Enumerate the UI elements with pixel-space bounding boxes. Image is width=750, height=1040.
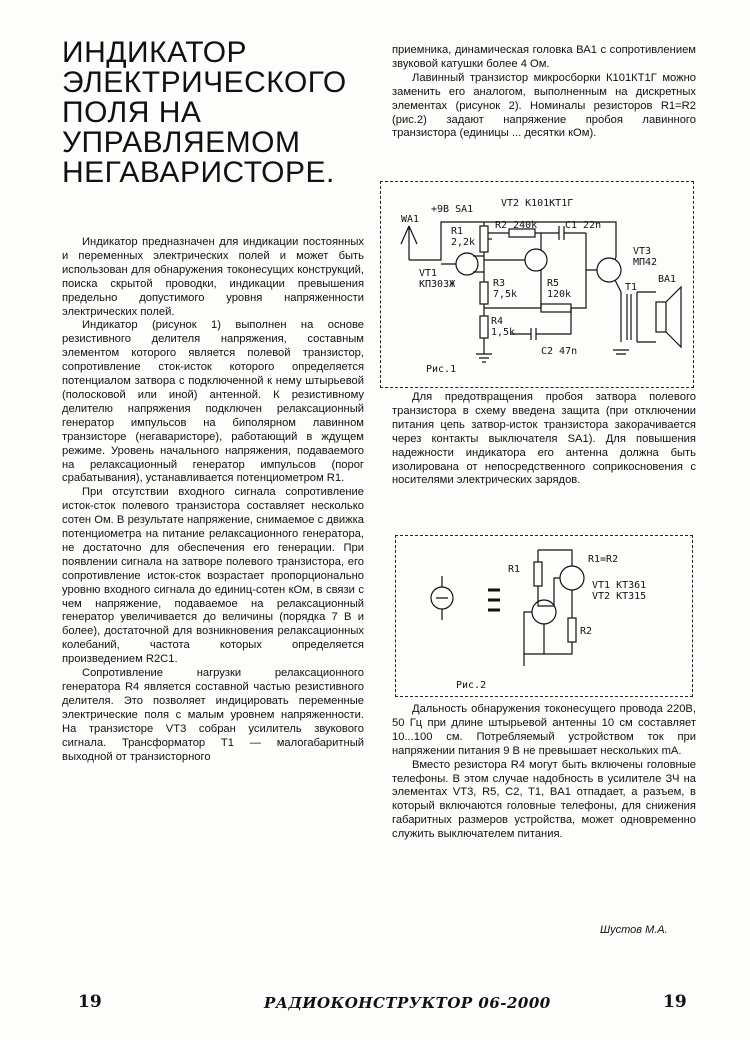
label-vt3-type: МП42 xyxy=(633,257,658,268)
paragraph: Индикатор предназначен для индикации постоянных и переменных электрических полей и может быть использован для обнаружения токонесущих конструкций, поиска скрытой проводки, индикации превышения предельно допустимого уровня напряженности электрических полей. xyxy=(62,236,364,318)
label-vt3: VT3 xyxy=(633,246,652,257)
figure-1-svg xyxy=(381,182,693,387)
label-r5: R5 xyxy=(547,278,560,289)
figure-1-labels xyxy=(401,198,676,375)
label-supply: +9В SA1 xyxy=(431,204,474,215)
label-r3-value: 7,5k xyxy=(493,289,518,300)
label-vt1-type: КП303Ж xyxy=(419,279,456,290)
label-r3: R3 xyxy=(493,278,506,289)
label-ba1: BA1 xyxy=(658,274,677,285)
page-number-right: 19 xyxy=(663,992,687,1012)
paragraph: приемника, динамическая головка ВА1 с сопротивлением звуковой катушки более 4 Ом. xyxy=(392,44,696,70)
label-r1: R1 xyxy=(508,564,521,575)
right-column-bottom xyxy=(392,703,696,842)
paragraph: Лавинный транзистор микросборки К101КТ1Г можно заменить его аналогом, выполненным на дискретных элементах (рисунок 2). Номиналы резисторов R1=R2 (рис.2) задают напряжение пробоя лавинного транзистора (единицы ... десятки кОм). xyxy=(392,71,696,140)
label-r2: R2 240k xyxy=(495,220,538,231)
author: Шустов М.А. xyxy=(600,924,668,936)
left-column xyxy=(62,236,364,764)
label-vt1: VT1 КТ361 xyxy=(592,580,647,591)
journal-title: РАДИОКОНСТРУКТОР 06-2000 xyxy=(264,994,551,1012)
figure-1-schematic xyxy=(380,181,694,388)
label-r1: R1 xyxy=(451,226,464,237)
paragraph: Сопротивление нагрузки релаксационного генератора R4 является составной частью резистивного делителя. Это позволяет индицировать переменные электрические поля с малым уровнем напряженности. На транзисторе VT3 собран усилитель звукового сигнала. Трансформатор Т1 — малогабаритный выходной от транзисторного xyxy=(62,667,364,763)
label-r2: R2 xyxy=(580,626,593,637)
label-eq: R1=R2 xyxy=(588,554,619,565)
figure-2-svg xyxy=(396,536,692,696)
paragraph: Вместо резистора R4 могут быть включены головные телефоны. В этом случае надобность в усилителе ЗЧ на элементах VT3, R5, C2, T1, BA1 отпадает, а разъем, в который включаются головные телефоны, для снижения габаритных размеров устройства, может одновременно служить выключателем питания. xyxy=(392,758,696,841)
paragraph: Индикатор (рисунок 1) выполнен на основе резистивного делителя напряжения, составным элементом которого является полевой транзистор, сопротивление сток-исток которого определяется потенциалом затвора с подключенной к нему штырьевой (полосковой или иной) антенной. К резистивному делителю напряжения подключен релаксационный генератор импульсов на биполярном лавинном транзисторе (негаваристоре), работающий в ждущем режиме. Уровень начального напряжения, подаваемого на релаксационный генератор импульсов (порог срабатывания), устанавливается потенциометром R1. xyxy=(62,319,364,485)
label-t1: T1 xyxy=(625,282,638,293)
figure-1-caption: Рис.1 xyxy=(426,364,457,375)
label-r5-value: 120k xyxy=(547,289,572,300)
right-column-top xyxy=(392,44,696,141)
figure-2-labels xyxy=(456,554,646,691)
antenna-symbol xyxy=(401,226,417,260)
paragraph: Дальность обнаружения токонесущего провода 220В, 50 Гц при длине штырьевой антенны 10 см составляет 10...100 см. Потребляемый устройством ток при напряжении питания 9 В не превышает нескольких mA. xyxy=(392,703,696,757)
article-title: ИНДИКАТОР ЭЛЕКТРИЧЕСКОГО ПОЛЯ НА УПРАВЛЯЕМОМ НЕГАВАРИСТОРЕ. xyxy=(62,36,347,189)
label-vt2: VT2 К101КТ1Г xyxy=(501,198,574,209)
paragraph: Для предотвращения пробоя затвора полевого транзистора в схему введена защита (при отключении питания цепь затвор-исток транзистора закорачивается через контакты выключателя SA1). Для повышения надежности индикатора его антенна должна быть изолирована от непосредственного соприкосновения с носителями электрических зарядов. xyxy=(392,391,696,487)
figure-2-caption: Рис.2 xyxy=(456,680,487,691)
label-vt1: VT1 xyxy=(419,268,438,279)
label-c1: C1 22n xyxy=(565,220,602,231)
label-vt2: VT2 КТ315 xyxy=(592,591,647,602)
label-r1-value: 2,2k xyxy=(451,237,476,248)
label-r4: R4 xyxy=(491,316,504,327)
label-c2: C2 47n xyxy=(541,346,578,357)
label-r4-value: 1,5k xyxy=(491,327,516,338)
page-number-left: 19 xyxy=(78,992,102,1012)
right-column-middle xyxy=(392,391,696,488)
figure-2-schematic xyxy=(395,535,693,697)
paragraph: При отсутствии входного сигнала сопротивление исток-сток полевого транзистора составляет несколько сотен Ом. В результате напряжение, снимаемое с движка потенциометра на питание релаксационного генератора, не достаточно для обеспечения его генерации. При появлении сигнала на затворе полевого транзистора, его сопротивление исток-сток возрастает пропорционально уровню входного сигнала до единиц-сотен кОм, в связи с чем напряжение, подаваемое на релаксационный генератор увеличивается до величины (порядка 7 В и более), достаточной для возникновения релаксационных колебаний, частота которых определяется произведением R2C1. xyxy=(62,486,364,666)
label-wa1: WA1 xyxy=(401,214,420,225)
